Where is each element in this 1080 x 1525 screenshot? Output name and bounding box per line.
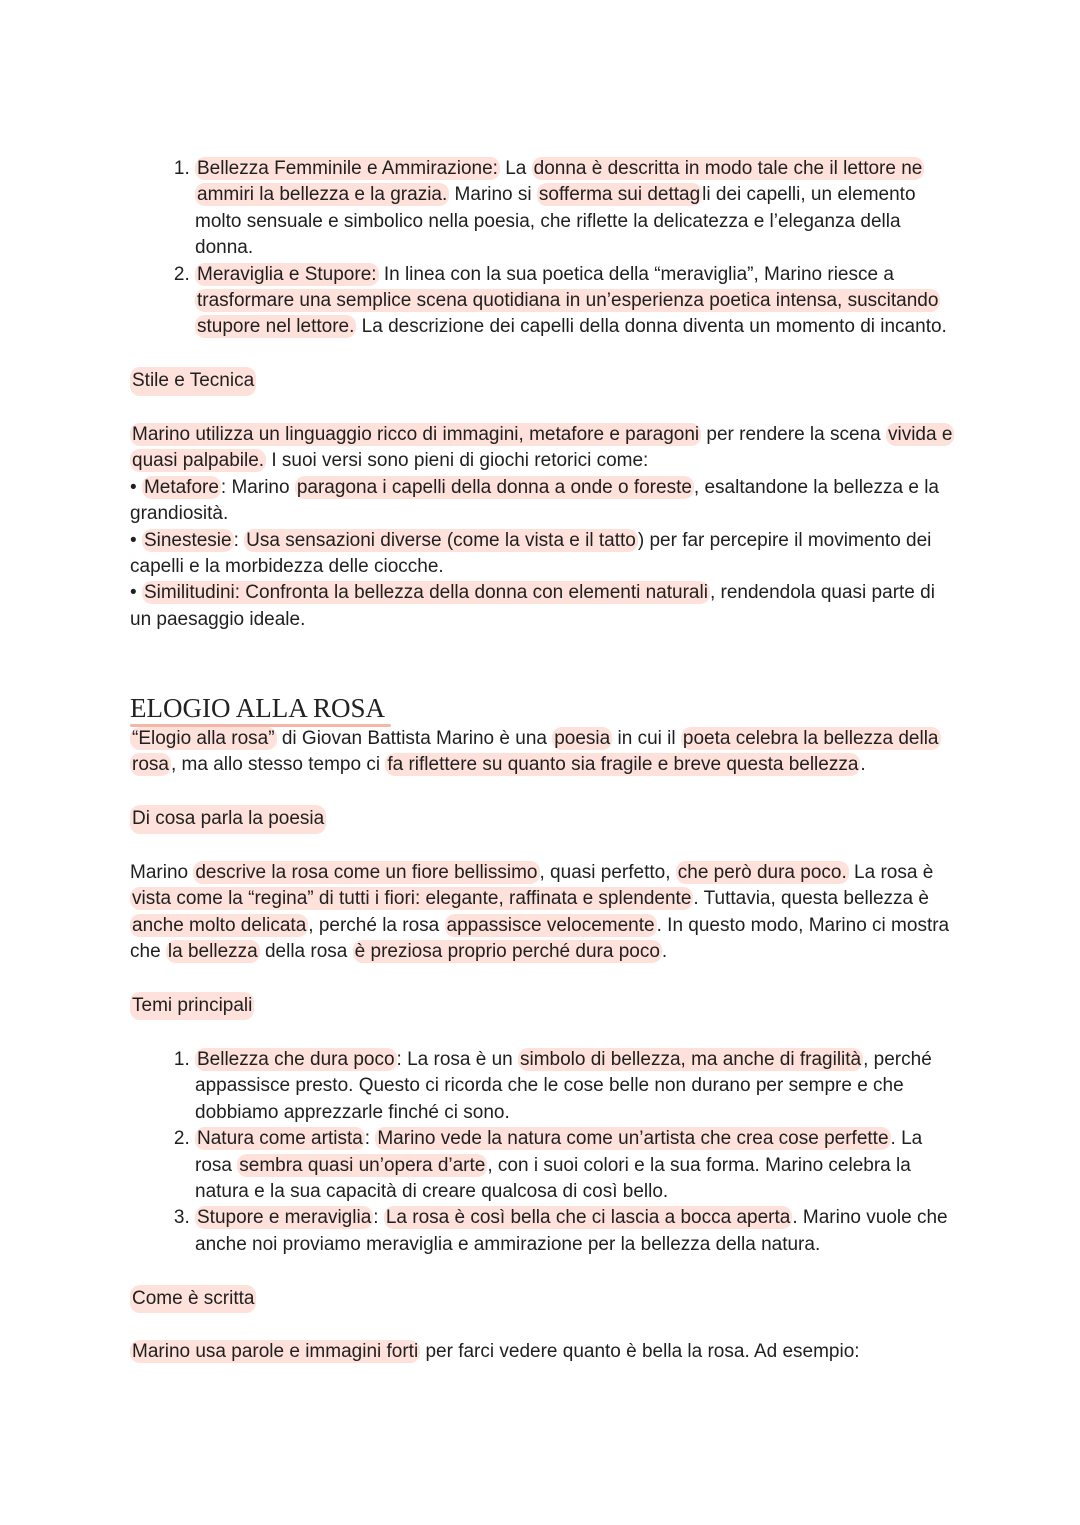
section-heading-scritta: Come è scritta: [130, 1285, 960, 1313]
section-title-elogio: ELOGIO ALLA ROSA: [130, 692, 385, 724]
document-content: [130, 156, 960, 1366]
themes-list-rosa: [130, 1047, 960, 1258]
list-item: 3. Stupore e meraviglia : La rosa è così bella che ci lascia a bocca aperta . Marino vuole che anche noi proviamo meraviglia e ammirazione per la bellezza della natura.: [195, 1205, 960, 1258]
paragraph-scritta: Marino usa parole e immagini forti per farci vedere quanto è bella la rosa. Ad esempio:: [132, 1341, 860, 1363]
paragraph-elogio-intro: “Elogio alla rosa” di Giovan Battista Marino è una poesia in cui il poeta celebra la bellezza della rosa , ma allo stesso tempo ci fa riflettere su quanto sia fragile e breve questa bellezza .: [132, 728, 939, 776]
themes-list-hair: [130, 156, 960, 341]
paragraph-cosa: Marino descrive la rosa come un fiore bellissimo , quasi perfetto, che però dura poco. La rosa è vista come la “regina” di tutti i fiori: elegante, raffinata e splendente . Tuttavia, questa bellezza è anche molto delicata , perché la rosa appassisce velocemente . In questo modo, Marino ci mostra che la bellezza della rosa è preziosa proprio perché dura poco .: [130, 862, 950, 963]
list-item: 1. Bellezza che dura poco : La rosa è un simbolo di bellezza, ma anche di fragilità , perché appassisce presto. Questo ci ricorda che le cose belle non durano per sempre e che dobbiamo apprezzarle finché ci sono.: [195, 1047, 960, 1126]
section-heading-temi: Temi principali: [130, 992, 960, 1020]
list-item: 1. Bellezza Femminile e Ammirazione: La donna è descritta in modo tale che il lettore ne ammiri la bellezza e la grazia. Marino si sofferma sui dettag li dei capelli, un elemento molto sensuale e simbolico nella poesia, che riflette la delicatezza e l’eleganza della donna.: [195, 156, 960, 262]
bullet-sinestesie: • Sinestesie : Usa sensazioni diverse (come la vista e il tatto ) per far percepire il movimento dei capelli e la morbidezza delle ciocche.: [130, 529, 932, 578]
section-heading-stile: Stile e Tecnica: [130, 367, 960, 395]
paragraph-stile: Marino utilizza un linguaggio ricco di immagini, metafore e paragoni per rendere la scena vivida e quasi palpabile. I suoi versi sono pieni di giochi retorici come:: [132, 424, 953, 472]
title-underline: [130, 724, 391, 727]
list-item: 2. Meraviglia e Stupore: In linea con la sua poetica della “meraviglia”, Marino riesce a trasformare una semplice scena quotidiana in un’esperienza poetica intensa, suscitando stupore nel lettore. La descrizione dei capelli della donna diventa un momento di incanto.: [195, 262, 960, 341]
bullet-metafore: • Metafore : Marino paragona i capelli della donna a onde o foreste , esaltandone la bellezza e la grandiosità.: [130, 476, 939, 525]
list-item: 2. Natura come artista : Marino vede la natura come un’artista che crea cose perfette . La rosa sembra quasi un’opera d’arte , con i suoi colori e la sua forma. Marino celebra la natura e la sua capacità di creare qualcosa di così bello.: [195, 1126, 960, 1205]
item-lead: Meraviglia e Stupore:: [197, 263, 377, 285]
item-lead: Bellezza Femminile e Ammirazione:: [197, 158, 498, 179]
section-heading-cosa: Di cosa parla la poesia: [130, 805, 960, 833]
bullet-similitudini: • Similitudini: Confronta la bellezza della donna con elementi naturali , rendendola quasi parte di un paesaggio ideale.: [130, 582, 935, 630]
